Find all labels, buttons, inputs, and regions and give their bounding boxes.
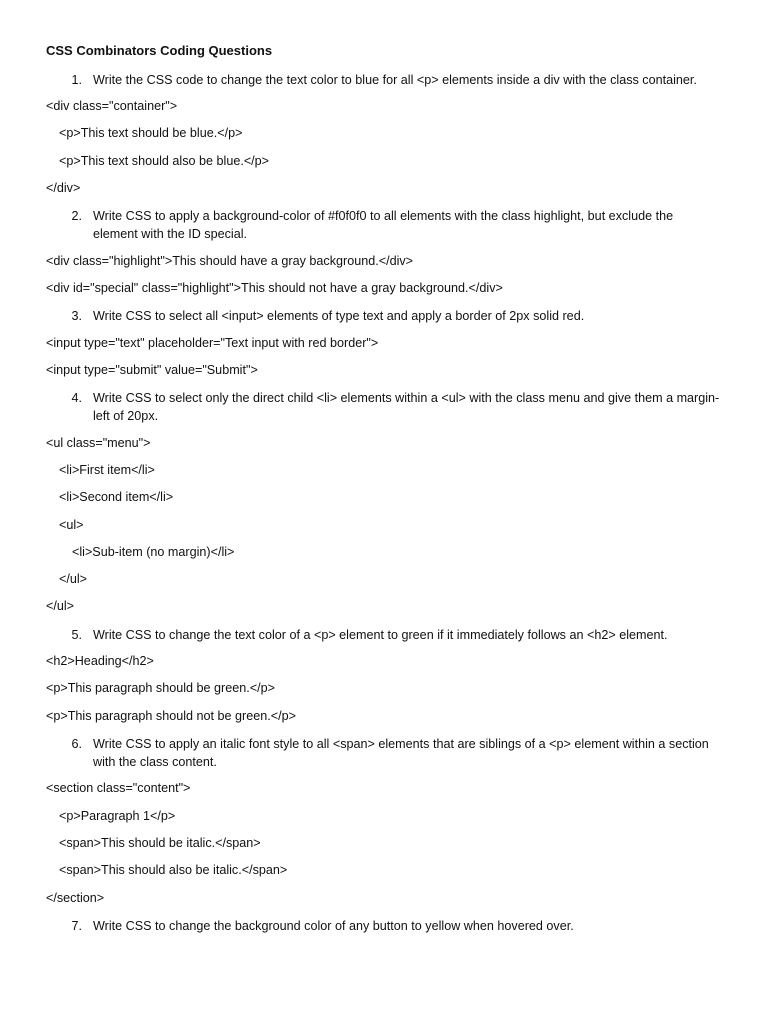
question-4 — [70, 389, 720, 425]
code-line: <input type="text" placeholder="Text input with red border"> — [46, 336, 379, 350]
code-line: </ul> — [46, 599, 75, 613]
question-text: Write CSS to select only the direct child <li> elements within a <ul> with the class menu and give them a margin-left of 20px. — [93, 391, 720, 423]
code-line: </section> — [46, 891, 105, 905]
question-number: 5. — [71, 628, 82, 642]
question-text: Write CSS to change the text color of a <p> element to green if it immediately follows an <h2> element. — [93, 628, 668, 642]
code-line: <ul> — [59, 518, 84, 532]
code-line: <p>Paragraph 1</p> — [59, 809, 176, 823]
question-number: 6. — [71, 737, 82, 751]
code-line: <ul class="menu"> — [46, 436, 151, 450]
question-1 — [70, 71, 720, 89]
code-line: <h2>Heading</h2> — [46, 654, 154, 668]
question-number: 3. — [71, 309, 82, 323]
question-number: 4. — [71, 391, 82, 405]
code-line: <li>Second item</li> — [59, 490, 174, 504]
code-line: <section class="content"> — [46, 781, 191, 795]
question-text: Write CSS to change the background color of any button to yellow when hovered over. — [93, 919, 574, 933]
question-number: 1. — [71, 73, 82, 87]
code-line: <div id="special" class="highlight">This should not have a gray background.</div> — [46, 281, 503, 295]
question-6 — [70, 735, 720, 771]
question-text: Write CSS to select all <input> elements of type text and apply a border of 2px solid red. — [93, 309, 585, 323]
question-text: Write CSS to apply a background-color of #f0f0f0 to all elements with the class highlight, but exclude the element with the ID special. — [93, 209, 674, 241]
code-line: <li>Sub-item (no margin)</li> — [72, 545, 235, 559]
code-line: <p>This paragraph should be green.</p> — [46, 681, 275, 695]
question-number: 2. — [71, 209, 82, 223]
code-line: </ul> — [59, 572, 88, 586]
question-2 — [70, 207, 720, 243]
question-number: 7. — [71, 919, 82, 933]
question-5 — [70, 626, 720, 644]
code-line: <p>This paragraph should not be green.</p> — [46, 709, 296, 723]
document-title: CSS Combinators Coding Questions — [46, 43, 273, 58]
code-line: </div> — [46, 181, 81, 195]
code-line: <li>First item</li> — [59, 463, 155, 477]
code-line: <p>This text should also be blue.</p> — [59, 154, 270, 168]
code-line: <p>This text should be blue.</p> — [59, 126, 243, 140]
code-line: <span>This should also be italic.</span> — [59, 863, 288, 877]
question-text: Write CSS to apply an italic font style to all <span> elements that are siblings of a <p> element within a section with the class content. — [93, 737, 709, 769]
question-7 — [70, 917, 720, 935]
question-3 — [70, 307, 720, 325]
code-line: <div class="container"> — [46, 99, 178, 113]
question-text: Write the CSS code to change the text color to blue for all <p> elements inside a div with the class container. — [93, 73, 697, 87]
code-line: <input type="submit" value="Submit"> — [46, 363, 258, 377]
code-line: <span>This should be italic.</span> — [59, 836, 261, 850]
code-line: <div class="highlight">This should have a gray background.</div> — [46, 254, 414, 268]
